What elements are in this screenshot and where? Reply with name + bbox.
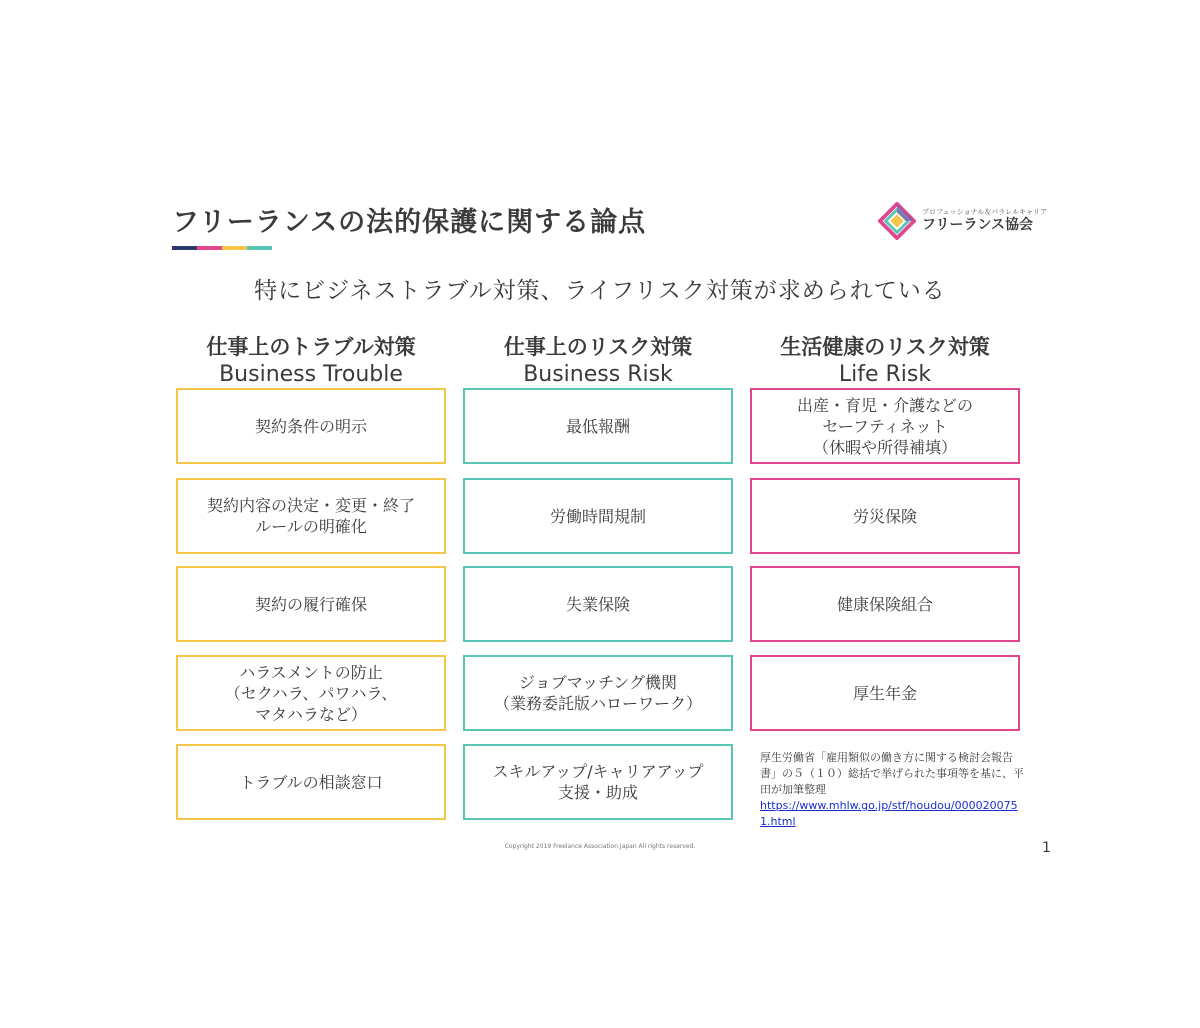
logo-subtext: プロフェッショナル＆パラレルキャリア	[922, 208, 1047, 216]
column-title-ja: 生活健康のリスク対策	[780, 335, 990, 359]
column-header-business-trouble	[171, 334, 451, 388]
business-trouble-item: 契約条件の明示	[176, 388, 446, 464]
life-risk-item: 労災保険	[750, 478, 1020, 554]
source-note	[760, 750, 1025, 830]
underline-segment-teal	[247, 246, 272, 250]
column-title-en: Business Trouble	[219, 362, 403, 387]
underline-segment-yellow	[222, 246, 247, 250]
copyright: Copyright 2019 Freelance Association Japan All rights reserved.	[504, 843, 696, 850]
business-risk-item: 最低報酬	[463, 388, 733, 464]
page-number: 1	[1042, 840, 1051, 856]
source-note-text: 厚生労働省「雇用類似の働き方に関する検討会報告書」の５（１０）総括で挙げられた事項等を基に、平田が加筆整理	[760, 751, 1024, 796]
column-title-ja: 仕事上のトラブル対策	[206, 335, 416, 359]
underline-segment-pink	[197, 246, 222, 250]
column-title-ja: 仕事上のリスク対策	[503, 335, 693, 359]
business-risk-item: 失業保険	[463, 566, 733, 642]
business-risk-item: 労働時間規制	[463, 478, 733, 554]
business-trouble-item: ハラスメントの防止 （セクハラ、パワハラ、 マタハラなど）	[176, 655, 446, 731]
source-link[interactable]: https://www.mhlw.go.jp/stf/houdou/0000200751.html	[760, 799, 1018, 828]
logo-name: フリーランス協会	[922, 217, 1034, 233]
column-title-en: Business Risk	[523, 362, 673, 387]
business-risk-item: ジョブマッチング機関 （業務委託版ハローワーク）	[463, 655, 733, 731]
life-risk-item: 出産・育児・介護などの セーフティネット （休暇や所得補填）	[750, 388, 1020, 464]
business-trouble-item: 契約内容の決定・変更・終了 ルールの明確化	[176, 478, 446, 554]
business-risk-item: スキルアップ/キャリアアップ 支援・助成	[463, 744, 733, 820]
freelance-association-logo	[878, 202, 1047, 240]
slide-title: フリーランスの法的保護に関する論点	[172, 207, 647, 238]
column-header-business-risk	[458, 334, 738, 388]
slide-subtitle: 特にビジネストラブル対策、ライフリスク対策が求められている	[254, 278, 946, 304]
underline-segment-navy	[172, 246, 197, 250]
business-trouble-item: トラブルの相談窓口	[176, 744, 446, 820]
business-trouble-item: 契約の履行確保	[176, 566, 446, 642]
title-underline	[172, 246, 272, 250]
column-title-en: Life Risk	[838, 362, 932, 387]
column-header-life-risk	[745, 334, 1025, 388]
life-risk-item: 厚生年金	[750, 655, 1020, 731]
diamond-logo-icon	[878, 202, 916, 240]
life-risk-item: 健康保険組合	[750, 566, 1020, 642]
